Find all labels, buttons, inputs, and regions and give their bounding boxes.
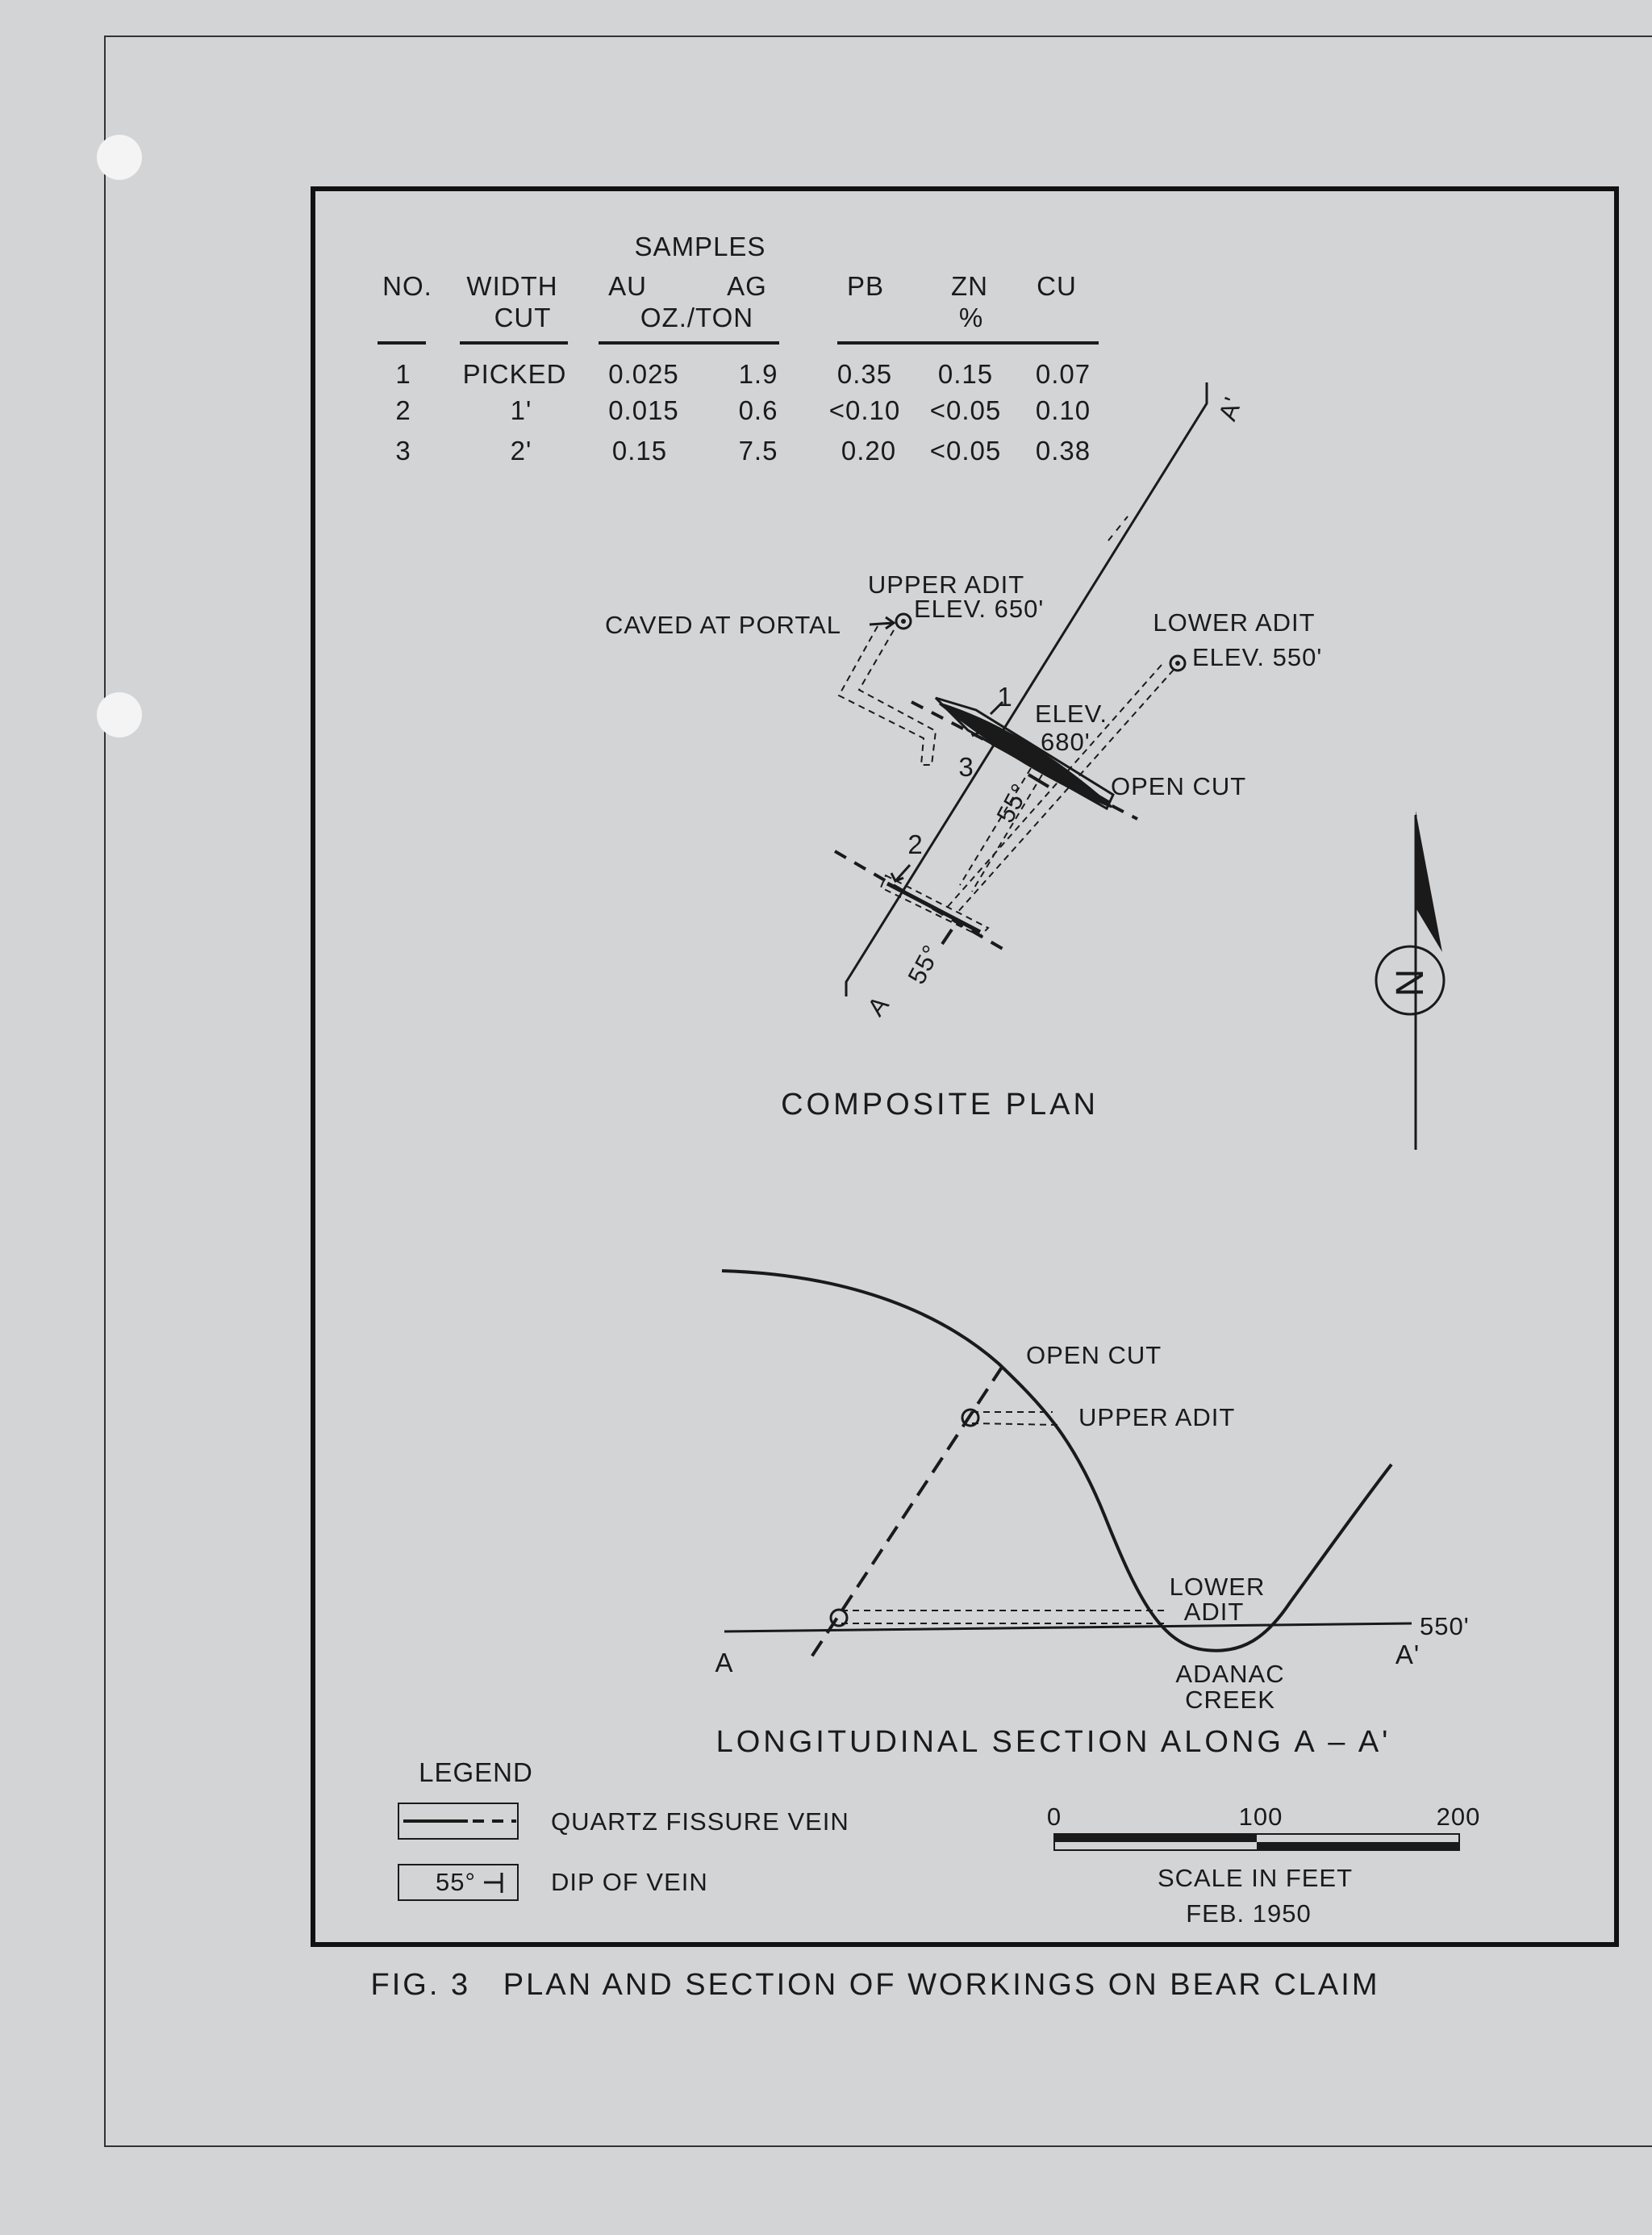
row2-au: 0.015 <box>608 395 679 425</box>
binder-hole-top <box>97 135 142 180</box>
header-cu: CU <box>1037 271 1077 301</box>
row2-cu: 0.10 <box>1035 395 1091 425</box>
section-title: LONGITUDINAL SECTION ALONG A – A' <box>715 1725 1391 1759</box>
binder-hole-middle <box>97 692 142 737</box>
section-end-a: A <box>715 1648 734 1677</box>
lower-adit-elev: ELEV. 550' <box>1192 643 1323 671</box>
header-percent: % <box>958 303 984 332</box>
row1-cu: 0.07 <box>1035 359 1091 389</box>
plan-sample-3: 3 <box>958 752 974 782</box>
row3-no: 3 <box>395 436 411 466</box>
upper-adit-portal-dot <box>901 619 906 624</box>
legend-vein-label: QUARTZ FISSURE VEIN <box>551 1807 849 1836</box>
samples-title: SAMPLES <box>634 232 766 261</box>
row3-au: 0.15 <box>611 436 668 466</box>
plan-sample-1: 1 <box>997 682 1013 712</box>
legend <box>398 1757 849 1900</box>
lower-adit-label: LOWER ADIT <box>1153 608 1316 637</box>
plan-label-a: A <box>861 990 895 1021</box>
section-lower-label-line2: ADIT <box>1183 1598 1245 1626</box>
row1-no: 1 <box>395 359 411 389</box>
header-cut: CUT <box>494 303 552 332</box>
lower-vein-solid <box>887 884 980 932</box>
dip-2-symbol <box>942 930 952 944</box>
plan-open-cut-label: OPEN CUT <box>1111 772 1247 800</box>
row1-zn: 0.15 <box>937 359 994 389</box>
row3-pb: 0.20 <box>841 436 897 466</box>
row2-width: 1' <box>510 395 532 425</box>
dip-1-symbol <box>1028 775 1049 787</box>
section-lower-adit-drift <box>841 1610 1166 1623</box>
creek-label-line1: ADANAC <box>1175 1660 1285 1688</box>
plan-dip-1: 55° <box>991 778 1035 828</box>
creek-label-line2: CREEK <box>1185 1686 1275 1714</box>
section-open-cut-label: OPEN CUT <box>1026 1341 1162 1369</box>
datum-line-550 <box>724 1623 1412 1631</box>
lower-adit-portal-dot <box>1175 661 1180 666</box>
row1-au: 0.025 <box>608 359 679 389</box>
scale-label: SCALE IN FEET <box>1157 1864 1354 1892</box>
longitudinal-section <box>715 1271 1469 1759</box>
sample-2-arrows <box>891 865 910 881</box>
legend-dip-symbol: 55° <box>436 1868 476 1896</box>
upper-adit-label: UPPER ADIT <box>867 570 1025 599</box>
header-au: AU <box>608 271 647 301</box>
caved-at-portal-label: CAVED AT PORTAL <box>605 611 841 639</box>
header-width: WIDTH <box>466 271 558 301</box>
upper-adit-elev: ELEV. 650' <box>914 595 1045 623</box>
upper-adit-workings <box>839 626 936 765</box>
scale-date: FEB. 1950 <box>1186 1899 1312 1928</box>
crosscut-to-open-cut <box>960 768 1042 892</box>
composite-plan-title: COMPOSITE PLAN <box>781 1088 1099 1122</box>
legend-title: LEGEND <box>419 1757 533 1787</box>
section-lower-label-line1: LOWER <box>1169 1573 1266 1601</box>
row3-ag: 7.5 <box>738 436 778 466</box>
legend-dip-mark <box>484 1873 502 1893</box>
scale-bar-segment-dark-1 <box>1054 1834 1257 1842</box>
header-zn: ZN <box>951 271 988 301</box>
row3-zn: <0.05 <box>929 436 1002 466</box>
row2-zn: <0.05 <box>929 395 1002 425</box>
north-letter: N <box>1389 968 1432 997</box>
scale-tick-200: 200 <box>1436 1803 1481 1831</box>
row3-cu: 0.38 <box>1035 436 1091 466</box>
legend-dip-label: DIP OF VEIN <box>551 1868 708 1896</box>
plan-dip-2: 55° <box>902 939 946 989</box>
header-pb: PB <box>846 271 885 301</box>
figure-caption: FIG. 3 PLAN AND SECTION OF WORKINGS ON BEAR CLAIM <box>370 1968 1380 2002</box>
row1-width: PICKED <box>462 359 567 389</box>
header-ag: AG <box>727 271 767 301</box>
scale-tick-100: 100 <box>1238 1803 1283 1831</box>
north-arrow-head <box>1416 811 1442 952</box>
row3-width: 2' <box>510 436 532 466</box>
datum-elev-label: 550' <box>1420 1612 1470 1640</box>
scale-bar <box>1047 1803 1480 1928</box>
row1-pb: 0.35 <box>836 359 893 389</box>
composite-plan <box>605 382 1322 1122</box>
elev-label: ELEV. <box>1035 700 1108 728</box>
section-end-a-prime: A' <box>1395 1640 1420 1669</box>
row2-ag: 0.6 <box>738 395 778 425</box>
ground-profile <box>722 1271 1391 1651</box>
header-oz-ton: OZ./TON <box>640 303 754 332</box>
samples-table <box>378 232 1099 466</box>
section-upper-adit-label: UPPER ADIT <box>1078 1403 1236 1431</box>
elev-value: 680' <box>1041 728 1091 756</box>
row2-no: 2 <box>395 395 411 425</box>
header-no: NO. <box>382 271 432 301</box>
section-line-a-a-prime <box>846 382 1207 996</box>
scale-bar-segment-dark-2 <box>1257 1842 1459 1850</box>
plan-sample-2: 2 <box>907 829 924 859</box>
plan-label-a-prime: A' <box>1212 392 1248 424</box>
north-arrow <box>1376 811 1444 1150</box>
scale-tick-0: 0 <box>1046 1803 1062 1831</box>
caved-arrow <box>870 617 894 629</box>
row2-pb: <0.10 <box>828 395 901 425</box>
row1-ag: 1.9 <box>738 359 778 389</box>
